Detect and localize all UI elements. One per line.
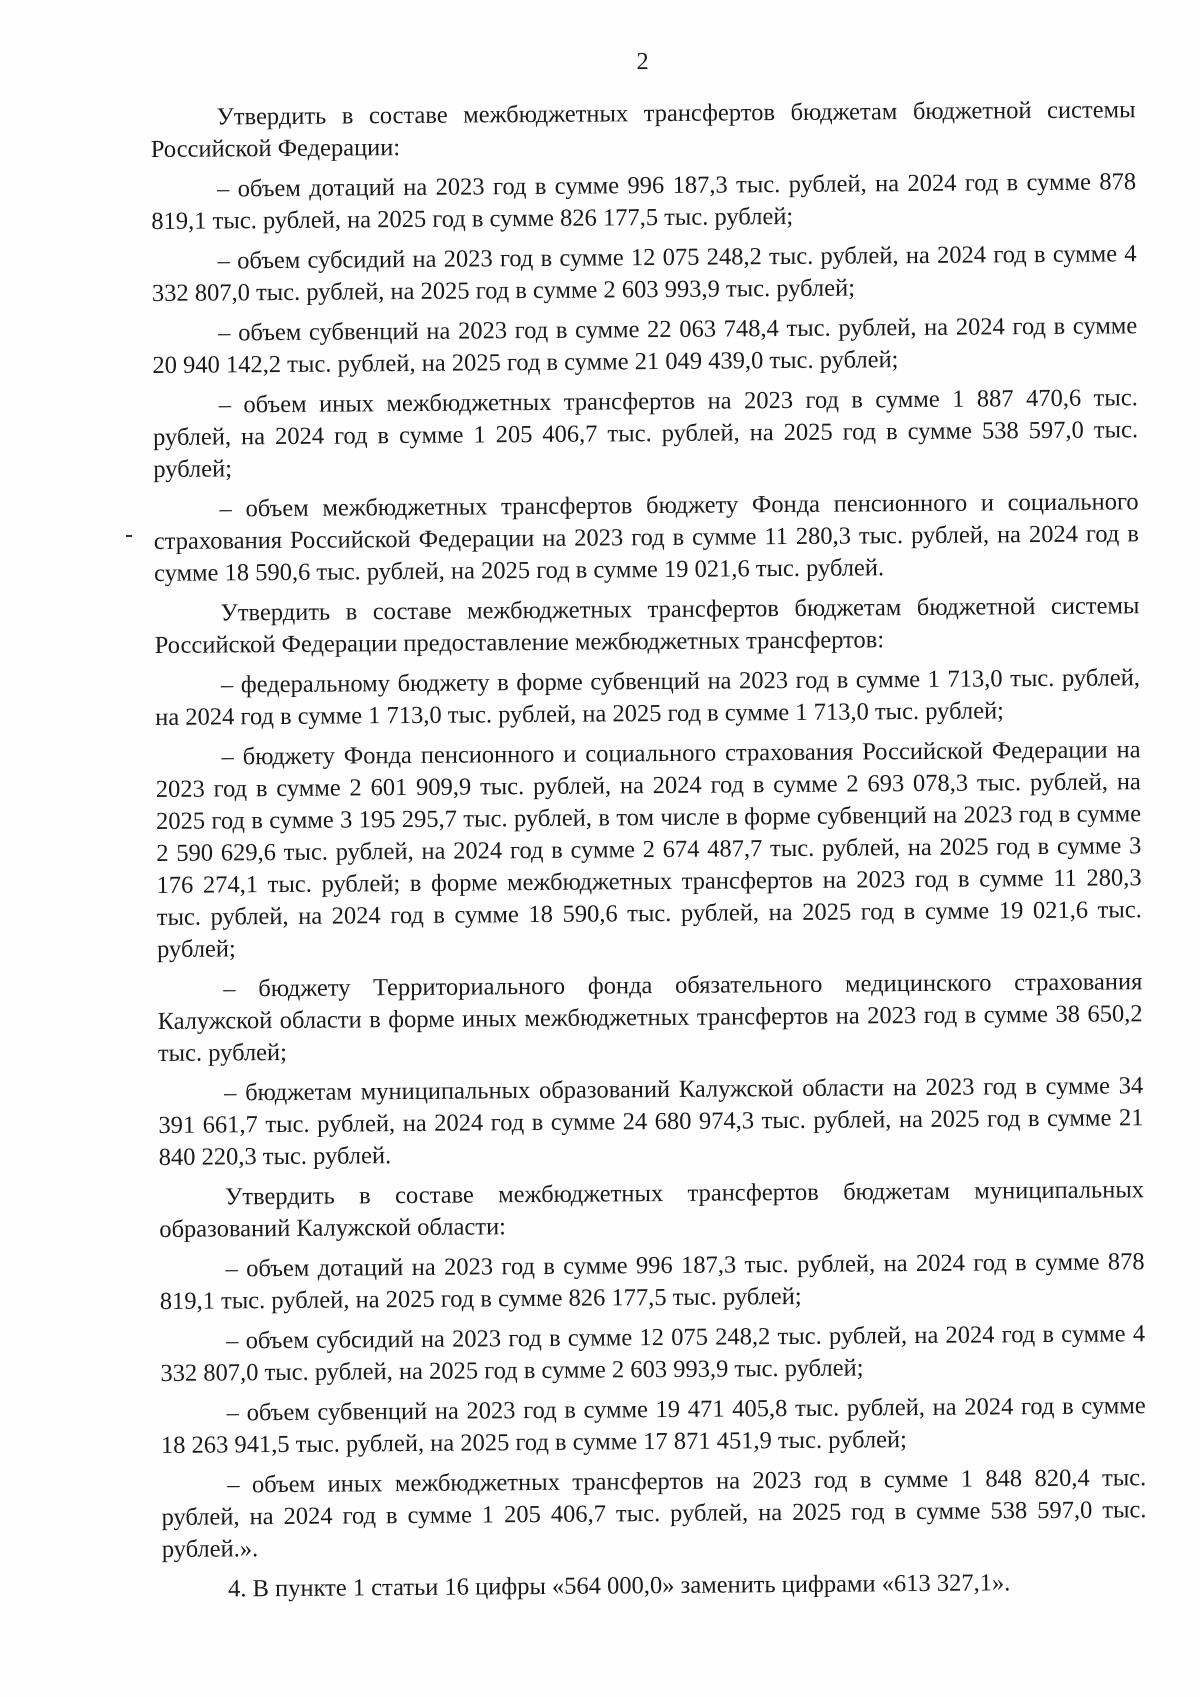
item-municipal-budgets: – бюджетам муниципальных образований Калужской области на 2023 год в сумме 34 391 661,7 тыс. рублей, на 2024 год в сумме 24 680 974,3 тыс. рублей, на 2025 год в сумме 21 840 220,3 тыс. рублей. — [158, 1072, 1144, 1171]
item-municipal-other-transfers: – объем иных межбюджетных трансфертов на 2023 год в сумме 1 848 820,4 тыс. рублей, на 2024 год в сумме 1 205 406,7 тыс. рублей, на 2025 год в сумме 538 597,0 тыс. рублей.». — [161, 1464, 1147, 1563]
paragraph-intro-municipal: Утвердить в составе межбюджетных трансфертов бюджетам муниципальных образований Калужской области: — [159, 1176, 1145, 1243]
item-subsidies: – объем субсидий на 2023 год в сумме 12 075 248,2 тыс. рублей, на 2024 год в сумме 4 332 807,0 тыс. рублей, на 2025 год в сумме 2 603 993,9 тыс. рублей; — [151, 240, 1137, 307]
item-pension-fund-transfers: – объем межбюджетных трансфертов бюджету Фонда пенсионного и социального страхования Российской Федерации на 2023 год в сумме 11 280,3 тыс. рублей, на 2024 год в сумме 18 590,6 тыс. рублей, на 2025 год в сумме 19 021,6 тыс. рублей. — [153, 488, 1139, 587]
item-pension-fund-budget: – бюджету Фонда пенсионного и социального страхования Российской Федерации на 2023 год в сумме 2 601 909,9 тыс. рублей, на 2024 год в сумме 2 693 078,3 тыс. рублей, на 2025 год в сумме 3 195 295,7 тыс. рублей, в том числе в форме субвенций на 2023 год в сумме 2 590 629,6 тыс. рублей, на 2024 год в сумме 2 674 487,7 тыс. рублей, на 2025 год в сумме 3 176 274,1 тыс. рублей; в форме межбюджетных трансфертов на 2023 год в сумме 11 280,3 тыс. рублей, на 2024 год в сумме 18 590,6 тыс. рублей, на 2025 год в сумме 19 021,6 тыс. рублей; — [155, 736, 1142, 963]
item-federal-budget: – федеральному бюджету в форме субвенций на 2023 год в сумме 1 713,0 тыс. рублей, на 2024 год в сумме 1 713,0 тыс. рублей, на 2025 год в сумме 1 713,0 тыс. рублей; — [155, 664, 1141, 731]
item-other-transfers: – объем иных межбюджетных трансфертов на 2023 год в сумме 1 887 470,6 тыс. рублей, на 2024 год в сумме 1 205 406,7 тыс. рублей, на 2025 год в сумме 538 597,0 тыс. рублей; — [152, 384, 1139, 483]
scan-artifact-mark — [126, 535, 132, 537]
item-municipal-dotations: – объем дотаций на 2023 год в сумме 996 187,3 тыс. рублей, на 2024 год в сумме 878 819,1 тыс. рублей, на 2025 год в сумме 826 177,5 тыс. рублей; — [159, 1248, 1145, 1315]
item-municipal-subsidies: – объем субсидий на 2023 год в сумме 12 075 248,2 тыс. рублей, на 2024 год в сумме 4 332 807,0 тыс. рублей, на 2025 год в сумме 2 603 993,9 тыс. рублей; — [160, 1320, 1146, 1387]
item-subventions: – объем субвенций на 2023 год в сумме 22 063 748,4 тыс. рублей, на 2024 год в сумме 20 940 142,2 тыс. рублей, на 2025 год в сумме 21 049 439,0 тыс. рублей; — [152, 312, 1138, 379]
paragraph-intro-budget-system: Утвердить в составе межбюджетных трансфертов бюджетам бюджетной системы Российской Федерации: — [150, 96, 1136, 163]
item-municipal-subventions: – объем субвенций на 2023 год в сумме 19 471 405,8 тыс. рублей, на 2024 год в сумме 18 263 941,5 тыс. рублей, на 2025 год в сумме 17 871 451,9 тыс. рублей; — [160, 1392, 1146, 1459]
paragraph-point-4: 4. В пункте 1 статьи 16 цифры «564 000,0» заменить цифрами «613 327,1». — [227, 1569, 1011, 1603]
item-territorial-medical-fund: – бюджету Территориального фонда обязательного медицинского страхования Калужской области в форме иных межбюджетных трансфертов на 2023 год в сумме 38 650,2 тыс. рублей; — [157, 968, 1143, 1067]
item-subsidies-dotations: – объем дотаций на 2023 год в сумме 996 187,3 тыс. рублей, на 2024 год в сумме 878 819,1 тыс. рублей, на 2025 год в сумме 826 177,5 тыс. рублей; — [151, 168, 1137, 235]
document-body — [150, 42, 1147, 1614]
page-number: 2 — [636, 48, 649, 76]
paragraph-intro-provision: Утвердить в составе межбюджетных трансфертов бюджетам бюджетной системы Российской Федерации предоставление межбюджетных трансфертов: — [154, 592, 1140, 659]
